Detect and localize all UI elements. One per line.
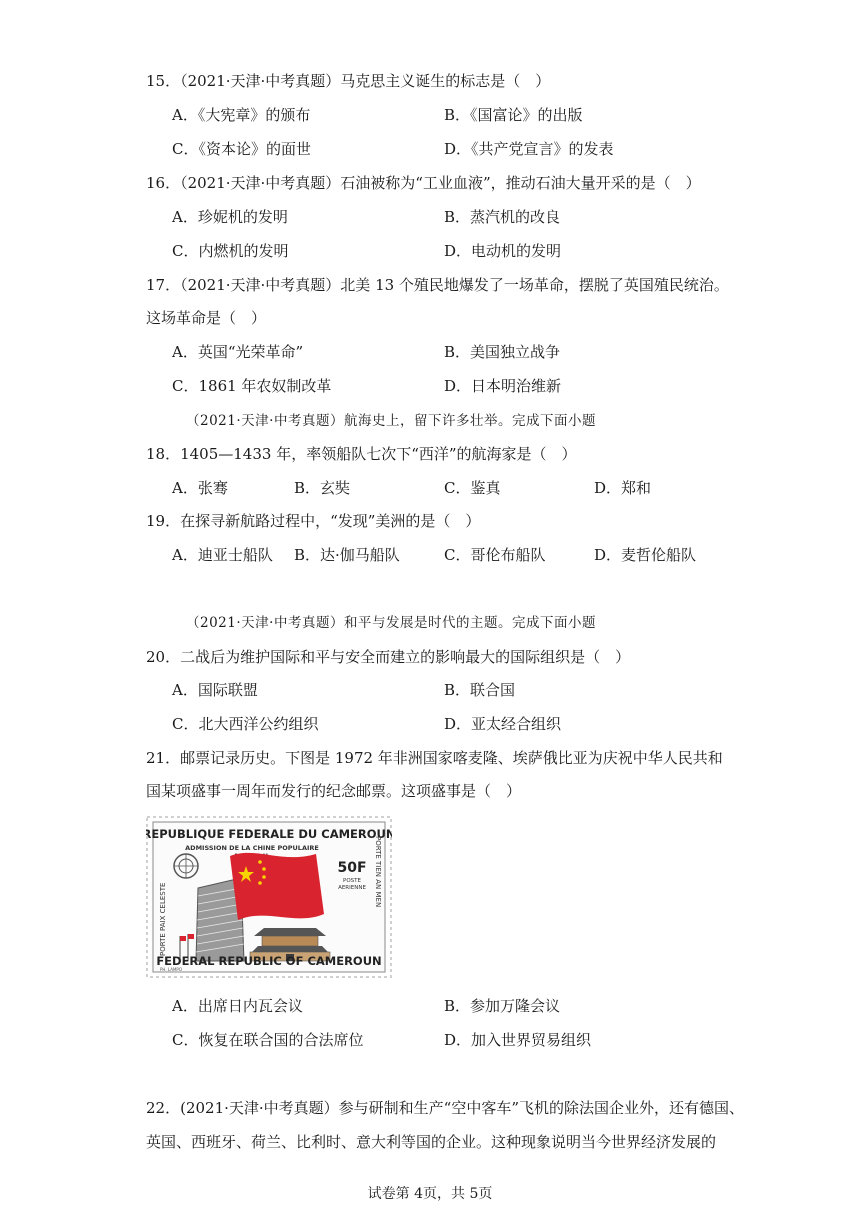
cameroon-stamp-image [146, 816, 392, 978]
q21-option-b: B．参加万隆会议 [444, 997, 561, 1015]
q17-option-b: B．美国独立战争 [444, 343, 561, 361]
group-title-peace: （2021·天津·中考真题）和平与发展是时代的主题。完成下面小题 [186, 615, 596, 631]
q19-option-b: B．达·伽马船队 [294, 546, 400, 564]
q20-option-b: B．联合国 [444, 681, 516, 699]
q16-option-b: B．蒸汽机的改良 [444, 208, 561, 226]
question-17: 17．（2021·天津·中考真题）北美 13 个殖民地爆发了一场革命，摆脱了英国殖民统治。 [146, 276, 729, 294]
q16-option-d: D．电动机的发明 [444, 242, 562, 260]
question-22-line2: 英国、西班牙、荷兰、比利时、意大利等国的企业。这种现象说明当今世界经济发展的 [146, 1133, 717, 1151]
q19-option-c: C．哥伦布船队 [444, 546, 546, 564]
stamp-printer: PH. LAMPO [160, 967, 182, 972]
q18-option-a: A．张骞 [172, 479, 228, 497]
q18-option-b: B．玄奘 [294, 479, 351, 497]
q21-option-c: C．恢复在联合国的合法席位 [172, 1031, 364, 1049]
q15-option-a: A．《大宪章》的颁布 [172, 106, 311, 124]
q20-option-d: D．亚太经合组织 [444, 715, 562, 733]
q15-option-c: C．《资本论》的面世 [172, 140, 311, 158]
question-15: 15．（2021·天津·中考真题）马克思主义诞生的标志是（ ） [146, 72, 551, 90]
q19-option-a: A．迪亚士船队 [172, 546, 273, 564]
stamp-caption-1: ADMISSION DE LA CHINE POPULAIRE [185, 844, 319, 852]
stamp-value: 50F [337, 860, 367, 876]
stamp-airmail-2: AERIENNE [338, 885, 366, 891]
question-17-line2: 这场革命是（ ） [146, 309, 267, 327]
china-flag-icon [230, 853, 324, 920]
stamp-right-vertical: PORTE TIEN AN MEN [374, 836, 382, 908]
question-22: 22．(2021·天津·中考真题）参与研制和生产“空中客车”飞机的除法国企业外，还有德国、 [146, 1099, 744, 1117]
stamp-bottom-text: FEDERAL REPUBLIC OF CAMEROUN [156, 954, 382, 968]
group-title-voyages: （2021·天津·中考真题）航海史上，留下许多壮举。完成下面小题 [186, 413, 596, 429]
question-19: 19．在探寻新航路过程中，“发现”美洲的是（ ） [146, 512, 481, 530]
q19-option-d: D．麦哲伦船队 [594, 546, 697, 564]
stamp-left-vertical: PORTE PAIX CELESTE [159, 882, 167, 956]
question-21: 21．邮票记录历史。下图是 1972 年非洲国家喀麦隆、埃萨俄比亚为庆祝中华人民共和 [146, 749, 723, 767]
q20-option-a: A．国际联盟 [172, 681, 258, 699]
q15-option-b: B．《国富论》的出版 [444, 106, 583, 124]
q17-option-c: C．1861 年农奴制改革 [172, 377, 332, 395]
stamp-top-text: REPUBLIQUE FEDERALE DU CAMEROUN [146, 827, 392, 841]
question-16: 16．（2021·天津·中考真题）石油被称为“工业血液”，推动石油大量开采的是（ ） [146, 174, 701, 192]
q15-option-d: D．《共产党宣言》的发表 [444, 140, 614, 158]
question-21-line2: 国某项盛事一周年而发行的纪念邮票。这项盛事是（ ） [146, 782, 522, 800]
q17-option-a: A．英国“光荣革命” [172, 343, 304, 361]
page-footer: 试卷第 4页，共 5页 [367, 1186, 493, 1202]
q21-option-a: A．出席日内瓦会议 [172, 997, 303, 1015]
question-20: 20．二战后为维护国际和平与安全而建立的影响最大的国际组织是（ ） [146, 648, 631, 666]
q18-option-c: C．鉴真 [444, 479, 501, 497]
question-18: 18．1405—1433 年，率领船队七次下“西洋”的航海家是（ ） [146, 445, 577, 463]
q20-option-c: C．北大西洋公约组织 [172, 715, 319, 733]
q16-option-c: C．内燃机的发明 [172, 242, 289, 260]
stamp-airmail-1: POSTE [343, 878, 361, 884]
q18-option-d: D．郑和 [594, 479, 652, 497]
q16-option-a: A．珍妮机的发明 [172, 208, 288, 226]
q21-option-d: D．加入世界贸易组织 [444, 1031, 592, 1049]
q17-option-d: D．日本明治维新 [444, 377, 562, 395]
un-emblem-icon [174, 854, 198, 878]
